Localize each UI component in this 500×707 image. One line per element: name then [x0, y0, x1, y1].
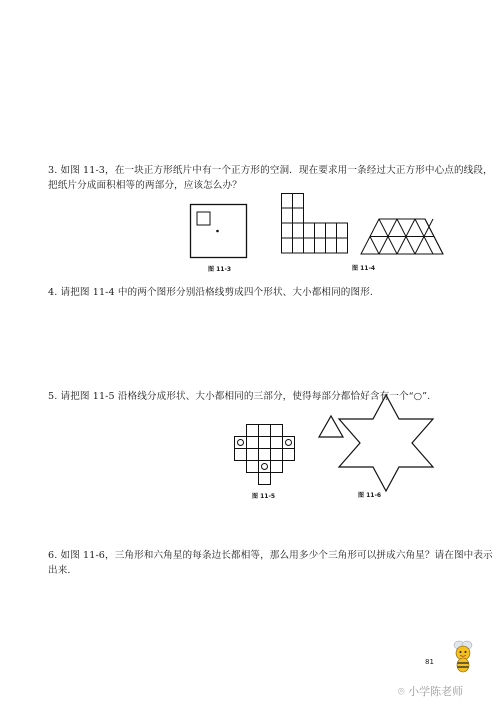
figure-11-6-star — [336, 394, 438, 492]
caption-11-6: 图 11-6 — [358, 492, 382, 499]
question-6 — [48, 548, 493, 578]
question-text: 请把图 11-5 沿格线分成形状、大小都相同的三部分，使得每部分都恰好含有一个“○”. — [60, 391, 431, 402]
circle-mark — [286, 440, 292, 446]
caption-11-4: 图 11-4 — [352, 265, 376, 272]
question-number: 3. — [48, 165, 58, 176]
caption-11-3: 图 11-3 — [208, 266, 232, 273]
circle-mark — [262, 464, 268, 470]
watermark — [398, 683, 463, 699]
watermark-text: 小学陈老师 — [408, 685, 464, 698]
figure-11-4-grid — [281, 193, 351, 255]
question-text: 如图 11-6，三角形和六角星的每条边长都相等，那么用多少个三角形可以拼成六角星？请在图中表示 — [60, 550, 493, 561]
question-text-cont: 把纸片分成面积相等的两部分，应该怎么办？ — [48, 180, 242, 191]
circle-mark — [238, 440, 244, 446]
figure-11-3 — [190, 204, 250, 262]
caption-11-5: 图 11-5 — [252, 493, 276, 500]
question-text-cont: 出来. — [48, 565, 71, 576]
camera-icon: ⌾ — [398, 685, 405, 698]
question-3 — [48, 163, 493, 193]
question-text: 请把图 11-4 中的两个图形分别沿格线剪成四个形状、大小都相同的图形. — [60, 287, 374, 298]
question-number: 6. — [48, 550, 58, 561]
question-number: 4. — [48, 287, 58, 298]
question-4 — [48, 285, 373, 300]
bee-mascot-icon — [450, 640, 476, 674]
figure-11-4-trapezoid — [360, 218, 445, 256]
figure-11-5 — [234, 424, 298, 486]
page-number: 81 — [425, 658, 434, 666]
question-number: 5. — [48, 391, 58, 402]
question-text: 如图 11-3，在一块正方形纸片中有一个正方形的空洞．现在要求用一条经过大正方形中心点的线段， — [60, 165, 493, 176]
center-point — [216, 230, 219, 233]
